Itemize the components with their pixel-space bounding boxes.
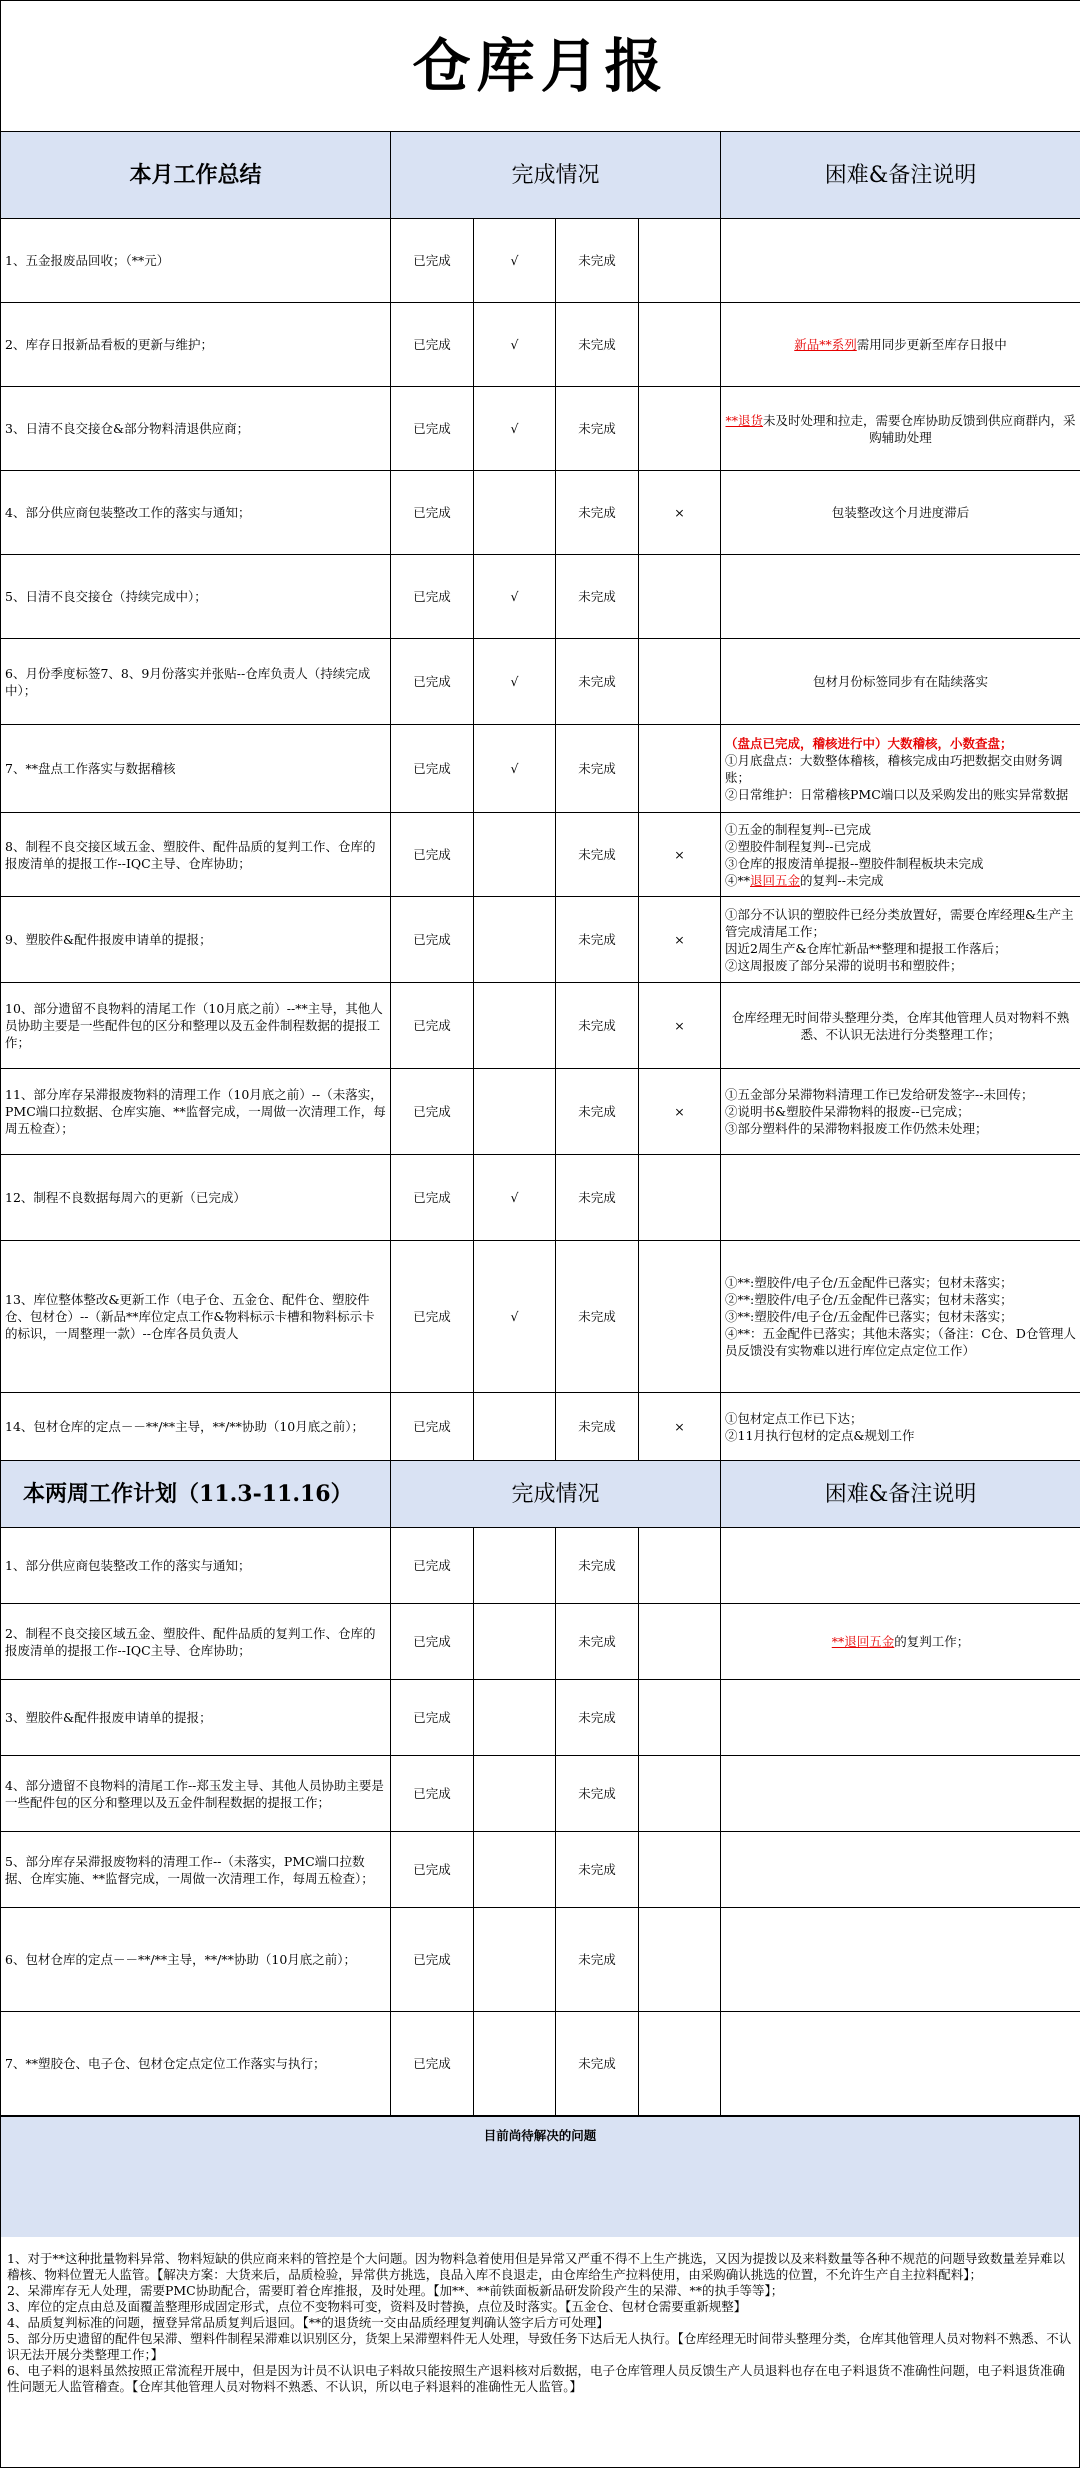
note-text: 仓库经理无时间带头整理分类，仓库其他管理人员对物料不熟悉、不认识无法进行分类整理工作； — [732, 1010, 1070, 1042]
task-cell: 11、部分库存呆滞报废物料的清理工作（10月底之前）--（未落实，PMC端口拉数据、仓库实施、**监督完成，一周做一次清理工作，每周五检查）； — [1, 1069, 391, 1155]
note-line: ②塑胶件制程复判--已完成 — [725, 838, 1076, 855]
cross-mark — [639, 219, 721, 303]
status-undone: 未完成 — [556, 219, 639, 303]
status-undone: 未完成 — [556, 1756, 639, 1832]
task-cell: 1、五金报废品回收；（**元） — [1, 219, 391, 303]
cross-mark — [639, 1528, 721, 1604]
status-undone: 未完成 — [556, 897, 639, 983]
cross-mark — [639, 1756, 721, 1832]
note-prefix: ④** — [725, 873, 750, 888]
note-cell — [721, 1908, 1080, 2012]
task-cell: 8、制程不良交接区域五金、塑胶件、配件品质的复判工作、仓库的报废清单的提报工作--IQC主导、仓库协助； — [1, 813, 391, 897]
note-text: 包材月份标签同步有在陆续落实 — [813, 674, 988, 689]
task-cell: 9、塑胶件&配件报废申请单的提报； — [1, 897, 391, 983]
page-title: 仓库月报 — [1, 1, 1080, 132]
task-cell: 1、部分供应商包装整改工作的落实与通知； — [1, 1528, 391, 1604]
task-cell: 7、**塑胶仓、电子仓、包材仓定点定位工作落实与执行； — [1, 2012, 391, 2116]
cross-mark — [639, 555, 721, 639]
status-undone: 未完成 — [556, 1069, 639, 1155]
table-row — [1, 387, 1080, 471]
check-mark: √ — [474, 555, 556, 639]
task-cell: 6、包材仓库的定点－－**/**主导，**/**协助（10月底之前）； — [1, 1908, 391, 2012]
issue-item: 1、对于**这种批量物料异常、物料短缺的供应商来料的管控是个大问题。因为物料急着使用但是异常又严重不得不上生产挑选，又因为提拨以及来料数量等各种不规范的问题导致数量差异难以稽核、物料位置无人监管。【解决方案：大货来后，品质检验，异常供方挑选，良品入库不良退走，由仓库给生产拉料使用，由采购确认挑选的位置，不允许生产自主拉料配料】； — [7, 2251, 1073, 2283]
task-cell: 3、日清不良交接仓&部分物料清退供应商； — [1, 387, 391, 471]
task-cell: 14、包材仓库的定点－－**/**主导，**/**协助（10月底之前）； — [1, 1393, 391, 1461]
issues-list — [1, 2237, 1079, 2467]
cross-mark — [639, 1155, 721, 1241]
header-notes: 困难&备注说明 — [721, 132, 1080, 219]
check-mark — [474, 1069, 556, 1155]
table-row — [1, 725, 1080, 813]
note-highlight: **退回五金 — [832, 1634, 895, 1649]
note-cell — [721, 471, 1080, 555]
note-line: ①**:塑胶件/电子仓/五金配件已落实；包材未落实； — [725, 1274, 1076, 1291]
issue-item: 4、品质复判标准的问题，擅登异常品质复判后退回。【**的退货统一交由品质经理复判确认签字后方可处理】 — [7, 2315, 1073, 2331]
table-row — [1, 555, 1080, 639]
task-cell: 2、库存日报新品看板的更新与维护； — [1, 303, 391, 387]
note-line: 因近2周生产&仓库忙新品**整理和提报工作落后； — [725, 940, 1076, 957]
note-cell — [721, 897, 1080, 983]
plan-header-title: 本两周工作计划（11.3-11.16） — [1, 1461, 391, 1528]
status-done: 已完成 — [391, 639, 474, 725]
note-text: 需用同步更新至库存日报中 — [857, 337, 1007, 352]
cross-mark — [639, 387, 721, 471]
status-done: 已完成 — [391, 1832, 474, 1908]
status-done: 已完成 — [391, 897, 474, 983]
task-cell: 4、部分遗留不良物料的清尾工作--郑玉发主导、其他人员协助主要是一些配件包的区分和整理以及五金件制程数据的提报工作； — [1, 1756, 391, 1832]
status-done: 已完成 — [391, 1528, 474, 1604]
task-cell: 10、部分遗留不良物料的清尾工作（10月底之前）--**主导，其他人员协助主要是一些配件包的区分和整理以及五金件制程数据的提报工作； — [1, 983, 391, 1069]
note-cell — [721, 1155, 1080, 1241]
status-undone: 未完成 — [556, 303, 639, 387]
check-mark — [474, 983, 556, 1069]
table-row — [1, 1908, 1080, 2012]
note-cell — [721, 1680, 1080, 1756]
note-cell — [721, 1393, 1080, 1461]
table-row — [1, 897, 1080, 983]
cross-mark — [639, 639, 721, 725]
table-row — [1, 471, 1080, 555]
note-cell — [721, 983, 1080, 1069]
status-done: 已完成 — [391, 1908, 474, 2012]
note-text: 包装整改这个月进度滞后 — [832, 505, 970, 520]
status-undone: 未完成 — [556, 1908, 639, 2012]
table-row — [1, 1604, 1080, 1680]
status-undone: 未完成 — [556, 1528, 639, 1604]
note-line: ③仓库的报废清单提报--塑胶件制程板块未完成 — [725, 855, 1076, 872]
table-row — [1, 2012, 1080, 2116]
note-line: ③**:塑胶件/电子仓/五金配件已落实；包材未落实； — [725, 1308, 1076, 1325]
issue-item: 5、部分历史遗留的配件包呆滞、塑料件制程呆滞难以识别区分，货架上呆滞塑料件无人处理，导致任务下达后无人执行。【仓库经理无时间带头整理分类，仓库其他管理人员对物料不熟悉、不认识无法开展分类整理工作；】 — [7, 2331, 1073, 2363]
task-cell: 6、月份季度标签7、8、9月份落实并张贴--仓库负责人（持续完成中）； — [1, 639, 391, 725]
header-summary: 本月工作总结 — [1, 132, 391, 219]
status-done: 已完成 — [391, 1393, 474, 1461]
note-highlight: 退回五金 — [750, 873, 800, 888]
issue-item: 3、库位的定点由总及面覆盖整理形成固定形式，点位不变物料可变，资料及时替换，点位及时落实。【五金仓、包材仓需要重新规整】 — [7, 2299, 1073, 2315]
note-line: ①月底盘点：大数整体稽核，稽核完成由巧把数据交由财务调账； — [725, 752, 1076, 786]
table-row — [1, 1832, 1080, 1908]
status-undone: 未完成 — [556, 1241, 639, 1393]
status-undone: 未完成 — [556, 1604, 639, 1680]
table-row — [1, 983, 1080, 1069]
cross-mark — [639, 1241, 721, 1393]
status-done: 已完成 — [391, 1680, 474, 1756]
note-line: ①五金的制程复判--已完成 — [725, 821, 1076, 838]
cross-mark — [639, 1908, 721, 2012]
task-cell: 3、塑胶件&配件报废申请单的提报； — [1, 1680, 391, 1756]
status-done: 已完成 — [391, 813, 474, 897]
plan-header-row — [1, 1461, 1080, 1528]
note-line: ②**:塑胶件/电子仓/五金配件已落实；包材未落实； — [725, 1291, 1076, 1308]
check-mark — [474, 1604, 556, 1680]
check-mark: √ — [474, 725, 556, 813]
status-undone: 未完成 — [556, 2012, 639, 2116]
task-cell: 2、制程不良交接区域五金、塑胶件、配件品质的复判工作、仓库的报废清单的提报工作--IQC主导、仓库协助； — [1, 1604, 391, 1680]
status-done: 已完成 — [391, 1155, 474, 1241]
check-mark: √ — [474, 1155, 556, 1241]
task-cell: 12、制程不良数据每周六的更新（已完成） — [1, 1155, 391, 1241]
status-done: 已完成 — [391, 555, 474, 639]
status-undone: 未完成 — [556, 1393, 639, 1461]
note-cell — [721, 1241, 1080, 1393]
cross-mark — [639, 303, 721, 387]
check-mark: √ — [474, 1241, 556, 1393]
note-line: ④**：五金配件已落实；其他未落实；（备注：C仓、D仓管理人员反馈没有实物难以进行库位定点定位工作） — [725, 1325, 1076, 1359]
check-mark — [474, 1393, 556, 1461]
cross-mark — [639, 2012, 721, 2116]
note-line: ②说明书&塑胶件呆滞物料的报废--已完成； — [725, 1103, 1076, 1120]
check-mark — [474, 1528, 556, 1604]
note-line: ①部分不认识的塑胶件已经分类放置好，需要仓库经理&生产主管完成清尾工作； — [725, 906, 1076, 940]
note-headline: （盘点已完成，稽核进行中）大数稽核，小数查盘； — [725, 735, 1076, 752]
status-done: 已完成 — [391, 725, 474, 813]
status-done: 已完成 — [391, 2012, 474, 2116]
status-undone: 未完成 — [556, 725, 639, 813]
status-undone: 未完成 — [556, 1680, 639, 1756]
note-cell — [721, 1528, 1080, 1604]
cross-mark — [639, 1604, 721, 1680]
cross-mark: × — [639, 813, 721, 897]
check-mark — [474, 1832, 556, 1908]
status-undone: 未完成 — [556, 983, 639, 1069]
status-undone: 未完成 — [556, 555, 639, 639]
status-undone: 未完成 — [556, 387, 639, 471]
check-mark: √ — [474, 639, 556, 725]
note-line — [725, 872, 1076, 889]
note-cell — [721, 2012, 1080, 2116]
status-undone: 未完成 — [556, 471, 639, 555]
cross-mark — [639, 1680, 721, 1756]
note-cell — [721, 1832, 1080, 1908]
table-row — [1, 813, 1080, 897]
note-cell — [721, 639, 1080, 725]
note-line: ②这周报废了部分呆滞的说明书和塑胶件； — [725, 957, 1076, 974]
table-row — [1, 1393, 1080, 1461]
plan-header-status: 完成情况 — [391, 1461, 721, 1528]
check-mark: √ — [474, 219, 556, 303]
table-row — [1, 1528, 1080, 1604]
task-cell: 4、部分供应商包装整改工作的落实与通知； — [1, 471, 391, 555]
status-done: 已完成 — [391, 1756, 474, 1832]
task-cell: 5、部分库存呆滞报废物料的清理工作--（未落实，PMC端口拉数据、仓库实施、**监督完成，一周做一次清理工作，每周五检查）； — [1, 1832, 391, 1908]
table-row — [1, 219, 1080, 303]
note-cell — [721, 813, 1080, 897]
note-cell — [721, 1756, 1080, 1832]
note-cell — [721, 725, 1080, 813]
check-mark: √ — [474, 303, 556, 387]
cross-mark: × — [639, 1069, 721, 1155]
plan-header-notes: 困难&备注说明 — [721, 1461, 1080, 1528]
status-undone: 未完成 — [556, 1155, 639, 1241]
cross-mark — [639, 1832, 721, 1908]
note-cell — [721, 219, 1080, 303]
note-cell — [721, 303, 1080, 387]
issues-title: 目前尚待解决的问题 — [1, 2117, 1079, 2238]
cross-mark: × — [639, 897, 721, 983]
note-cell — [721, 555, 1080, 639]
header-status: 完成情况 — [391, 132, 721, 219]
status-done: 已完成 — [391, 471, 474, 555]
cross-mark: × — [639, 983, 721, 1069]
note-cell — [721, 1069, 1080, 1155]
task-cell: 7、**盘点工作落实与数据稽核 — [1, 725, 391, 813]
note-line: ②日常维护：日常稽核PMC端口以及采购发出的账实异常数据 — [725, 786, 1076, 803]
issues-section — [0, 2116, 1080, 2468]
table-row — [1, 1680, 1080, 1756]
table-row — [1, 639, 1080, 725]
table-row — [1, 303, 1080, 387]
note-text: 的复判工作； — [894, 1634, 969, 1649]
check-mark — [474, 1908, 556, 2012]
cross-mark: × — [639, 471, 721, 555]
check-mark — [474, 1756, 556, 1832]
status-done: 已完成 — [391, 303, 474, 387]
check-mark — [474, 2012, 556, 2116]
note-cell — [721, 1604, 1080, 1680]
cross-mark: × — [639, 1393, 721, 1461]
note-line: ③部分塑料件的呆滞物料报废工作仍然未处理； — [725, 1120, 1076, 1137]
check-mark — [474, 897, 556, 983]
table-row — [1, 1756, 1080, 1832]
status-done: 已完成 — [391, 387, 474, 471]
note-line: ②11月执行包材的定点&规划工作 — [725, 1427, 1076, 1444]
status-done: 已完成 — [391, 219, 474, 303]
status-done: 已完成 — [391, 1241, 474, 1393]
task-cell: 5、日清不良交接仓（持续完成中）； — [1, 555, 391, 639]
note-highlight: **退货 — [726, 413, 764, 428]
check-mark: √ — [474, 387, 556, 471]
table-row — [1, 1155, 1080, 1241]
note-suffix: 的复判--未完成 — [800, 873, 883, 888]
status-undone: 未完成 — [556, 639, 639, 725]
status-undone: 未完成 — [556, 1832, 639, 1908]
status-done: 已完成 — [391, 1604, 474, 1680]
issue-item: 6、电子料的退料虽然按照正常流程开展中，但是因为计员不认识电子料故只能按照生产退料核对后数据，电子仓库管理人员反馈生产人员退料也存在电子料退货不准确性问题，电子料退货准确性问题无人监管稽查。【仓库其他管理人员对物料不熟悉、不认识，所以电子料退料的准确性无人监管。】 — [7, 2363, 1073, 2395]
note-text: 未及时处理和拉走，需要仓库协助反馈到供应商群内，采购辅助处理 — [763, 413, 1076, 445]
note-line: ①五金部分呆滞物料清理工作已发给研发签字--未回传； — [725, 1086, 1076, 1103]
cross-mark — [639, 725, 721, 813]
check-mark — [474, 813, 556, 897]
task-cell: 13、库位整体整改&更新工作（电子仓、五金仓、配件仓、塑胶件仓、包材仓）--（新品**库位定点工作&物料标示卡槽和物料标示卡的标识，一周整理一款）--仓库各员负责人 — [1, 1241, 391, 1393]
status-done: 已完成 — [391, 1069, 474, 1155]
note-cell — [721, 387, 1080, 471]
status-undone: 未完成 — [556, 813, 639, 897]
table-row — [1, 1069, 1080, 1155]
status-done: 已完成 — [391, 983, 474, 1069]
note-line: ①包材定点工作已下达； — [725, 1410, 1076, 1427]
check-mark — [474, 1680, 556, 1756]
issue-item: 2、呆滞库存无人处理，需要PMC协助配合，需要盯着仓库推报，及时处理。【加**、**前铁面板新品研发阶段产生的呆滞、**的执手等等】； — [7, 2283, 1073, 2299]
table-row — [1, 1241, 1080, 1393]
note-highlight: 新品**系列 — [794, 337, 857, 352]
check-mark — [474, 471, 556, 555]
